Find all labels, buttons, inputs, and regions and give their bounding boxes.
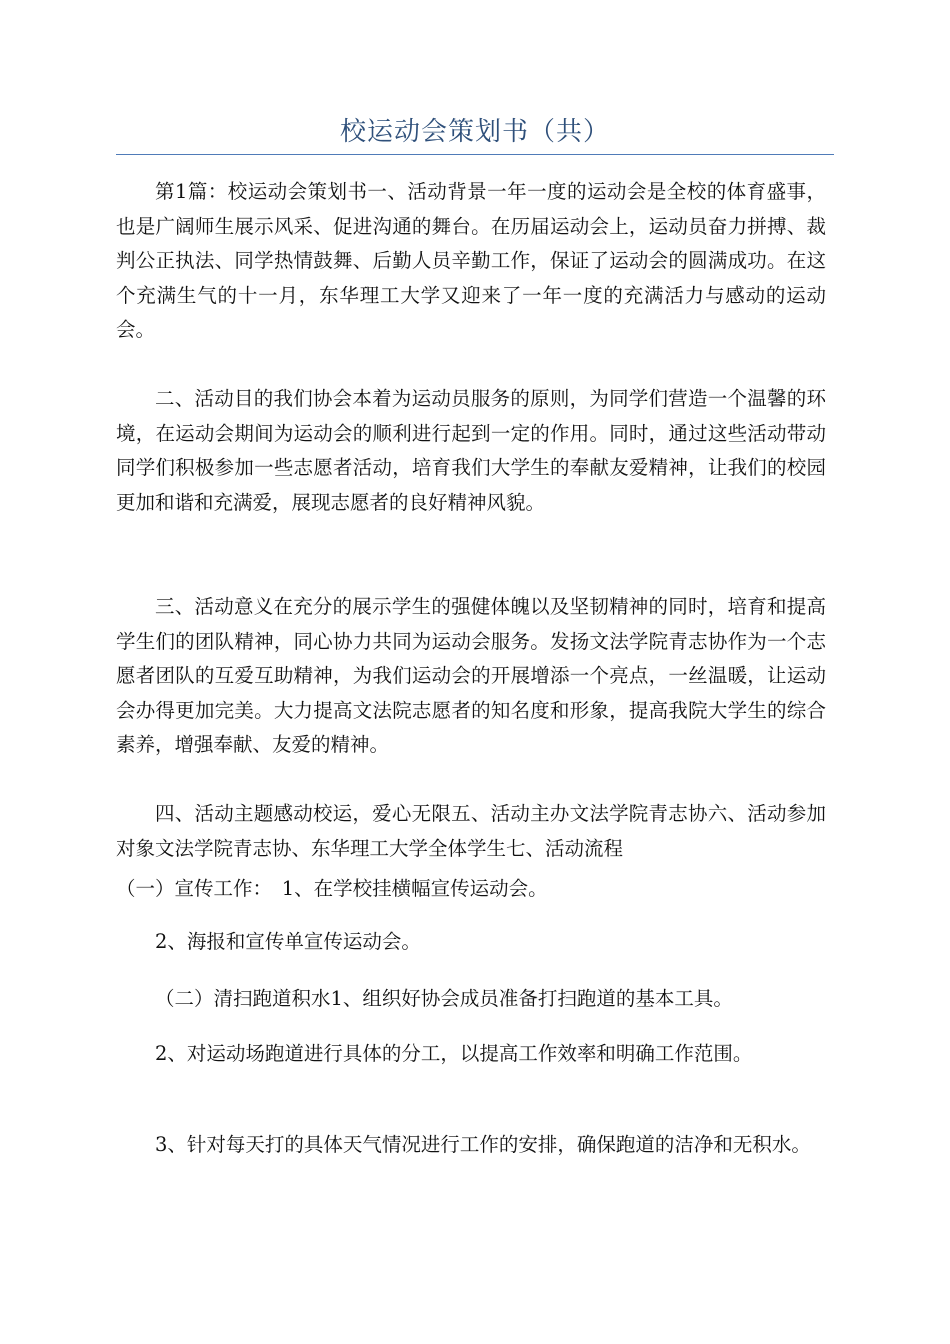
paragraph-weather-arrangement: 3、针对每天打的具体天气情况进行工作的安排，确保跑道的洁净和无积水。: [155, 1133, 811, 1156]
paragraph-purpose: 二、活动目的我们协会本着为运动员服务的原则，为同学们营造一个温馨的环境，在运动会期间为运动会的顺利进行起到一定的作用。同时，通过这些活动带动同学们积极参加一些志愿者活动，培育我们大学生的奉献友爱精神，让我们的校园更加和谐和充满爱，展现志愿者的良好精神风貌。: [116, 387, 826, 514]
paragraph-significance: 三、活动意义在充分的展示学生的强健体魄以及坚韧精神的同时，培育和提高学生们的团队精神，同心协力共同为运动会服务。发扬文法学院青志协作为一个志愿者团队的互爱互助精神，为我们运动会的开展增添一个亮点，一丝温暖，让运动会办得更加完美。大力提高文法院志愿者的知名度和形象，提高我院大学生的综合素养，增强奉献、友爱的精神。: [116, 595, 826, 756]
document-title: 校运动会策划书（共）: [339, 117, 610, 147]
paragraph-publicity: （一）宣传工作： 1、在学校挂横幅宣传运动会。: [116, 877, 548, 900]
paragraph-theme-and-process: 四、活动主题感动校运，爱心无限五、活动主办文法学院青志协六、活动参加对象文法学院青志协、东华理工大学全体学生七、活动流程: [116, 802, 826, 860]
paragraph-track-cleaning: （二）清扫跑道积水1、组织好协会成员准备打扫跑道的基本工具。: [155, 987, 733, 1010]
paragraph-background: 第1篇：校运动会策划书一、活动背景一年一度的运动会是全校的体育盛事，也是广阔师生展示风采、促进沟通的舞台。在历届运动会上，运动员奋力拼搏、裁判公正执法、同学热情鼓舞、后勤人员辛勤工作，保证了运动会的圆满成功。在这个充满生气的十一月，东华理工大学又迎来了一年一度的充满活力与感动的运动会。: [116, 180, 826, 341]
title-underline: [116, 154, 834, 155]
paragraph-division-of-work: 2、对运动场跑道进行具体的分工，以提高工作效率和明确工作范围。: [155, 1042, 753, 1065]
paragraph-posters: 2、海报和宣传单宣传运动会。: [155, 930, 421, 953]
